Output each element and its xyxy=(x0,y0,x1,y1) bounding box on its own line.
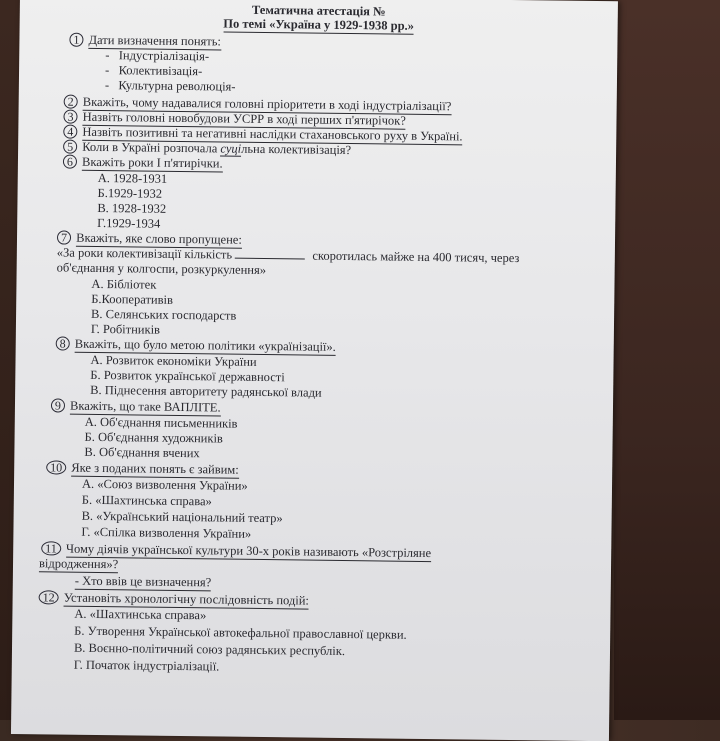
list-item: - Культурна революція- xyxy=(104,78,236,94)
answer-option: В. Воєнно-політичний союз радянських республік. xyxy=(73,640,346,659)
question-number: 11 xyxy=(41,541,61,555)
answer-option: Б. Об'єднання художників xyxy=(84,429,223,446)
worksheet-content xyxy=(20,0,618,674)
question-11-line2 xyxy=(39,556,118,573)
question-text: Вкажіть, що таке ВАПЛІТЕ. xyxy=(70,398,221,415)
question-number: 6 xyxy=(63,155,77,169)
answer-option: А. Бібліотек xyxy=(91,276,157,292)
term-label: Колективізація- xyxy=(118,63,203,79)
question-number: 9 xyxy=(51,398,65,412)
question-number: 8 xyxy=(56,336,70,350)
answer-option: В. Об'єднання вчених xyxy=(84,444,200,461)
question-number: 3 xyxy=(63,110,77,124)
question-6 xyxy=(63,155,223,173)
worksheet-title: Тематична атестація № xyxy=(251,2,386,19)
answer-option: А. «Союз визволення України» xyxy=(81,476,248,493)
answer-option: Б. «Шахтинська справа» xyxy=(81,492,212,509)
answer-option: В. Селянських господарств xyxy=(91,306,237,323)
question-9 xyxy=(51,398,221,416)
answer-option: В. 1928-1932 xyxy=(97,200,167,216)
answer-option: Б.Кооперативів xyxy=(91,291,174,307)
question-text: Вкажіть, яке слово пропущене: xyxy=(76,230,242,247)
quote-start: «За роки колективізації кількість xyxy=(56,245,233,262)
answer-option: В. «Український національний театр» xyxy=(81,508,283,526)
answer-option: Б. Розвиток української державності xyxy=(90,367,285,385)
desk-background-right xyxy=(614,0,720,720)
answer-option: А. 1928-1931 xyxy=(97,170,168,186)
question-number: 1 xyxy=(69,33,83,47)
list-item: - Індустріалізація- xyxy=(105,48,210,64)
question-text-line2: відродження»? xyxy=(38,556,119,572)
question-number: 4 xyxy=(63,125,77,139)
question-text-end: льна колективізація? xyxy=(241,141,352,158)
term-label: Культурна революція- xyxy=(118,78,236,94)
worksheet-paper xyxy=(11,0,618,741)
answer-option: Г.1929-1934 xyxy=(97,215,161,231)
question-10 xyxy=(46,460,239,478)
question-text: Дати визначення понять: xyxy=(88,32,222,49)
question-text: Вкажіть роки І п'ятирічки. xyxy=(81,154,223,171)
question-text: Назвіть головні новобудови УСРР в ході перших п'ятирічок? xyxy=(82,109,406,128)
question-text: Установіть хронологічну послідовність подій: xyxy=(63,590,310,608)
answer-option: А. Розвиток економіки України xyxy=(90,352,257,369)
question-number: 12 xyxy=(39,590,59,604)
question-number: 10 xyxy=(46,460,66,474)
question-text: Вкажіть, що було метою політики «українізації». xyxy=(74,336,336,354)
answer-option: В. Піднесення авторитету радянської влади xyxy=(90,382,322,400)
question-number: 5 xyxy=(63,140,77,154)
quote-end: скоротилась майже на 400 тисяч, через xyxy=(312,248,520,266)
handwritten-answer: суці xyxy=(220,141,242,156)
answer-option: Г. Робітників xyxy=(90,321,161,337)
answer-option: Г. «Спілка визволення України» xyxy=(81,524,252,541)
question-text: Яке з поданих понять є зайвим: xyxy=(71,460,239,477)
answer-option: Г. Початок індустріалізації. xyxy=(73,657,220,674)
answer-option: А. Об'єднання письменників xyxy=(84,414,238,431)
answer-option: А. «Шахтинська справа» xyxy=(74,606,207,623)
worksheet-subtitle-text: По темі «Україна у 1929-1938 рр.» xyxy=(223,16,415,33)
question-text: Чому діячів української культури 30-х років називають «Розстріляне xyxy=(65,541,432,561)
answer-option: Б.1929-1932 xyxy=(97,185,163,201)
question-number: 7 xyxy=(57,230,71,244)
question-text: Вкажіть, чому надавалися головні пріоритети в ході індустріалізації? xyxy=(82,94,452,114)
sub-question-text: - Хто ввів це визначення? xyxy=(74,573,212,590)
term-label: Індустріалізація- xyxy=(118,48,210,64)
question-text: Назвіть позитивні та негативні наслідки стахановського руху в Україні. xyxy=(82,124,463,144)
blank-field xyxy=(235,248,305,260)
list-item: - Колективізація- xyxy=(104,63,203,79)
question-7-quote-line2: об'єднання у колгоспи, розкуркулення» xyxy=(56,260,267,278)
question-number: 2 xyxy=(64,95,78,109)
question-text: Коли в Україні розпочала xyxy=(82,139,218,156)
question-11-sub xyxy=(75,574,212,592)
answer-option: Б. Утворення Української автокефальної православної церкви. xyxy=(74,623,407,642)
